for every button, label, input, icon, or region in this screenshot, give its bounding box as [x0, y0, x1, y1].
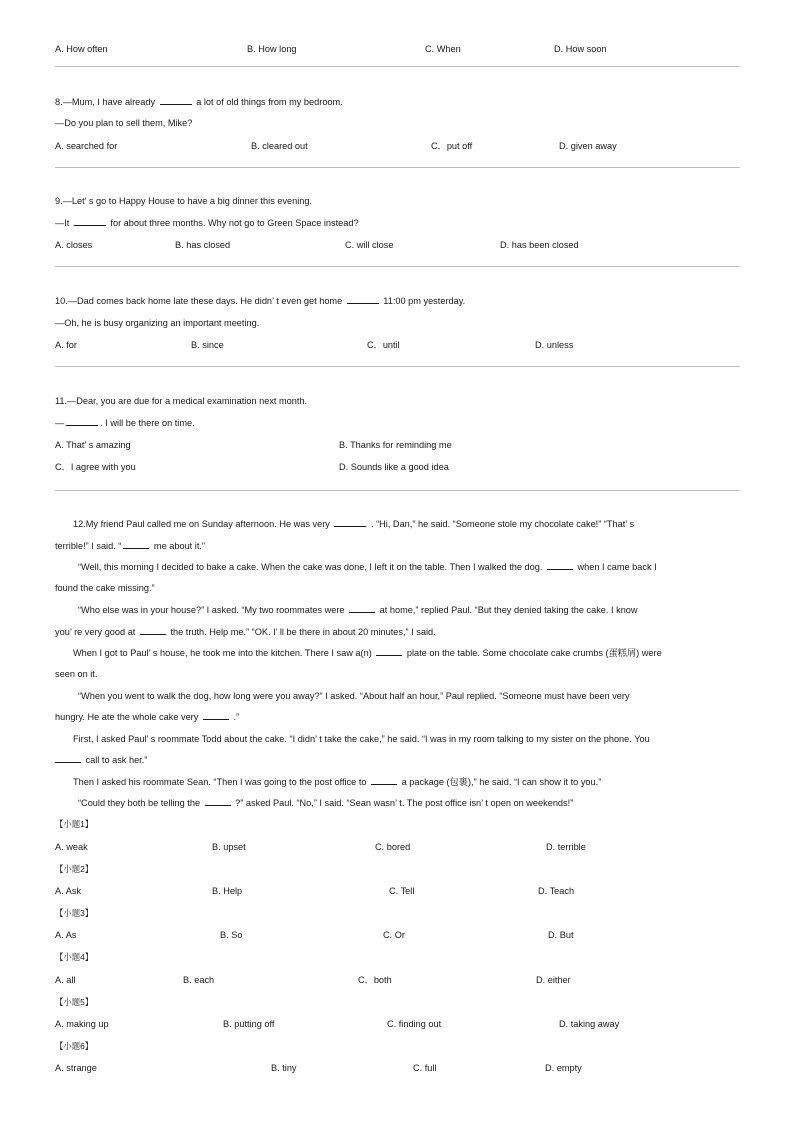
q12-passage-line [55, 647, 753, 659]
q12-passage-line: found the cake missing.” [55, 583, 155, 593]
answer-blank [55, 754, 81, 763]
answer-blank [203, 711, 229, 720]
sub4-option-b: B. each [183, 975, 215, 985]
q11-option-a: A. That’ s amazing [55, 440, 131, 450]
q11-option-b: B. Thanks for reminding me [339, 440, 452, 450]
divider [55, 66, 740, 67]
q12-passage-line [55, 776, 753, 788]
q9-option-b: B. has closed [175, 240, 231, 250]
answer-blank [371, 776, 397, 785]
passage-text: when I came back I [574, 562, 657, 572]
q12-passage-line [55, 604, 758, 616]
q11-option-d: D. Sounds like a good idea [339, 462, 449, 472]
sub2-option-d: D. Teach [538, 886, 575, 896]
sub-question-label: 【小题6】 [55, 1041, 94, 1051]
q7-option-a: A. How often [55, 44, 108, 54]
q10-option-b: B. since [191, 340, 224, 350]
q10-option-a: A. for [55, 340, 77, 350]
q10-option-d: D. unless [535, 340, 574, 350]
q8-reply: —Do you plan to sell them, Mike? [55, 118, 193, 128]
q12-passage-line: First, I asked Paul’ s roommate Todd about the cake. “I didn’ t take the cake,” he said. “I was in my room talking to my sister on the phone. You [73, 734, 650, 744]
sub-question-label: 【小题2】 [55, 864, 94, 874]
answer-blank [140, 626, 166, 635]
answer-blank [66, 417, 98, 426]
q10-text: 10.—Dad comes back home late these days. He didn’ t even get home [55, 296, 345, 306]
q9-prompt: 9.—Let’ s go to Happy House to have a big dinner this evening. [55, 196, 313, 206]
sub6-option-b: B. tiny [271, 1063, 297, 1073]
answer-blank [349, 604, 375, 613]
q12-passage-line [55, 754, 735, 766]
q7-option-c: C. When [425, 44, 461, 54]
q12-passage-line [55, 626, 735, 638]
q11-text: — [55, 418, 65, 428]
sub-question-label: 【小题1】 [55, 819, 94, 829]
sub4-option-d: D. either [536, 975, 571, 985]
passage-text: plate on the table. Some chocolate cake crumbs (蛋糕屑) were [404, 648, 662, 658]
q10-option-c: C．until [367, 340, 400, 350]
q12-passage-line [55, 540, 735, 552]
divider [55, 366, 740, 367]
q9-option-d: D. has been closed [500, 240, 579, 250]
sub2-option-c: C. Tell [389, 886, 415, 896]
q8-option-b: B. cleared out [251, 141, 308, 151]
sub6-option-a: A. strange [55, 1063, 97, 1073]
q8-text: 8.—Mum, I have already [55, 97, 158, 107]
q12-passage-line [55, 711, 735, 723]
sub3-option-c: C. Or [383, 930, 405, 940]
sub-question-label: 【小题3】 [55, 908, 94, 918]
passage-text: me about it.” [151, 541, 205, 551]
q11-text: . I will be there on time. [100, 418, 195, 428]
sub5-option-c: C. finding out [387, 1019, 442, 1029]
sub2-option-a: A. Ask [55, 886, 82, 896]
sub5-option-a: A. making up [55, 1019, 109, 1029]
passage-text: ?” asked Paul. “No,” I said. “Sean wasn’ t. The post office isn’ t open on weekends!” [232, 798, 574, 808]
sub1-option-a: A. weak [55, 842, 88, 852]
sub1-option-d: D. terrible [546, 842, 586, 852]
q11-option-c: C．I agree with you [55, 462, 136, 472]
passage-text: .” [230, 712, 240, 722]
q8-prompt [55, 96, 343, 108]
q10-prompt [55, 295, 465, 307]
q8-option-a: A. searched for [55, 141, 118, 151]
sub6-option-d: D. empty [545, 1063, 582, 1073]
divider [55, 167, 740, 168]
sub-question-label: 【小题4】 [55, 952, 94, 962]
passage-text: terrible!” I said. “ [55, 541, 122, 551]
passage-text: hungry. He ate the whole cake very [55, 712, 201, 722]
answer-blank [205, 797, 231, 806]
answer-blank [160, 96, 192, 105]
answer-blank [347, 295, 379, 304]
q7-option-b: B. How long [247, 44, 297, 54]
q9-option-c: C. will close [345, 240, 394, 250]
sub2-option-b: B. Help [212, 886, 243, 896]
passage-text: “Well, this morning I decided to bake a cake. When the cake was done, I left it on the table. Then I walked the dog. [78, 562, 545, 572]
passage-text: Then I asked his roommate Sean. “Then I was going to the post office to [73, 777, 370, 787]
q9-option-a: A. closes [55, 240, 93, 250]
sub1-option-b: B. upset [212, 842, 246, 852]
q8-option-c: C．put off [431, 141, 473, 151]
passage-text: . “Hi, Dan,” he said. “Someone stole my chocolate cake!” “That’ s [368, 519, 635, 529]
sub3-option-d: D. But [548, 930, 574, 940]
sub3-option-b: B. So [220, 930, 243, 940]
sub4-option-c: C．both [358, 975, 392, 985]
q8-text: a lot of old things from my bedroom. [193, 97, 343, 107]
divider [55, 490, 740, 491]
divider [55, 266, 740, 267]
sub1-option-c: C. bored [375, 842, 411, 852]
sub6-option-c: C. full [413, 1063, 437, 1073]
q12-passage-line [55, 797, 758, 809]
q12-passage-line: seen on it. [55, 669, 98, 679]
passage-text: at home,” replied Paul. “But they denied taking the cake. I know [377, 605, 638, 615]
sub5-option-b: B. putting off [223, 1019, 275, 1029]
passage-text: “Could they both be telling the [78, 798, 203, 808]
answer-blank [74, 217, 106, 226]
q9-text: —It [55, 218, 72, 228]
sub-question-label: 【小题5】 [55, 997, 94, 1007]
q10-reply: —Oh, he is busy organizing an important meeting. [55, 318, 260, 328]
q12-passage-line: “When you went to walk the dog, how long were you away?” I asked. “About half an hour,” Paul replied. “Someone must have been very [78, 691, 630, 701]
q9-text: for about three months. Why not go to Green Space instead? [107, 218, 359, 228]
sub4-option-a: A. all [55, 975, 76, 985]
q9-reply [55, 217, 359, 229]
passage-text: 12.My friend Paul called me on Sunday afternoon. He was very [73, 519, 333, 529]
q8-option-d: D. given away [559, 141, 617, 151]
sub5-option-d: D. taking away [559, 1019, 620, 1029]
answer-blank [376, 647, 402, 656]
passage-text: When I got to Paul’ s house, he took me into the kitchen. There I saw a(n) [73, 648, 375, 658]
q12-passage-line [55, 518, 753, 530]
passage-text: a package (包裹),” he said. “I can show it to you.” [399, 777, 602, 787]
sub3-option-a: A. As [55, 930, 77, 940]
answer-blank [547, 561, 573, 570]
passage-text: the truth. Help me.” “OK. I’ ll be there in about 20 minutes,” I said. [167, 627, 436, 637]
answer-blank [334, 518, 366, 527]
q11-prompt: 11.—Dear, you are due for a medical examination next month. [55, 396, 308, 406]
passage-text: “Who else was in your house?” I asked. “My two roommates were [78, 605, 348, 615]
q7-option-d: D. How soon [554, 44, 607, 54]
q10-text: 11:00 pm yesterday. [380, 296, 466, 306]
passage-text: call to ask her.” [83, 755, 148, 765]
q11-reply [55, 417, 195, 429]
q12-passage-line [55, 561, 758, 573]
passage-text: you’ re very good at [55, 627, 138, 637]
answer-blank [123, 540, 149, 549]
